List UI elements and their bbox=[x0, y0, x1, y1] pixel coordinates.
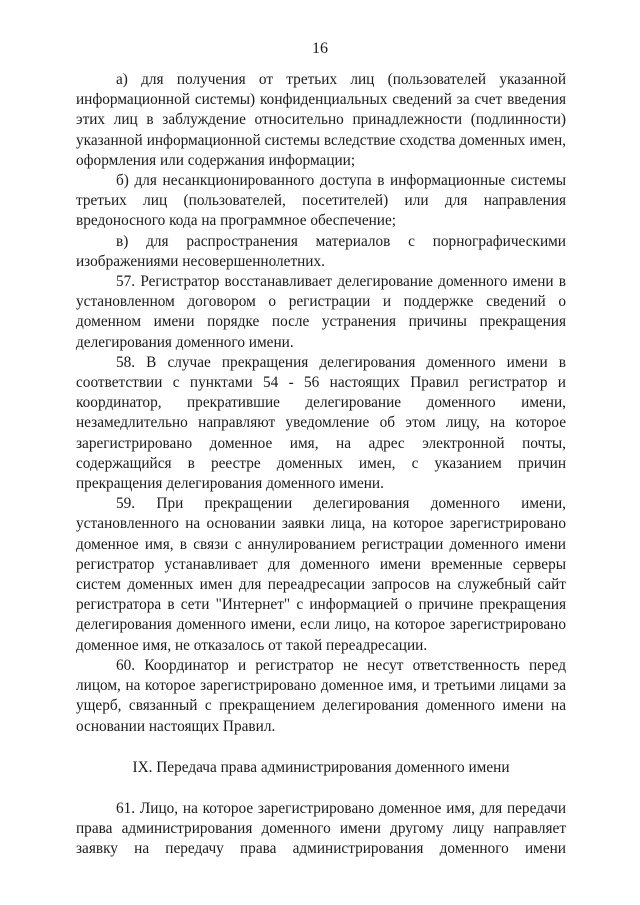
paragraph-57: 57. Регистратор восстанавливает делегирование доменного имени в установленном договором о регистрации и поддержке сведений о доменном имени порядке после устранения причины прекращения делегирования доменного имени. bbox=[76, 273, 566, 351]
page-body bbox=[76, 70, 566, 860]
paragraph-61: 61. Лицо, на которое зарегистрировано доменное имя, для передачи права администрирования доменного имени другому лицу направляет заявку на передачу права администрирования доменного имени bbox=[76, 799, 566, 858]
paragraph-c: в) для распространения материалов с порнографическими изображениями несовершеннолетних. bbox=[76, 232, 566, 270]
paragraph-58: 58. В случае прекращения делегирования доменного имени в соответствии с пунктами 54 - 56 настоящих Правил регистратор и координатор, прекратившие делегирование доменного имени, незамедлительно направляют уведомление об этом лицу, на которое зарегистрировано доменное имя, на адрес электронной почты, содержащийся в реестре доменных имен, с указанием причин прекращения делегирования доменного имени. bbox=[76, 353, 566, 493]
paragraph-a: а) для получения от третьих лиц (пользователей указанной информационной системы) конфиденциальных сведений за счет введения этих лиц в заблуждение относительно принадлежности (подлинности) указанной информационной системы вследствие сходства доменных имен, оформления или содержания информации; bbox=[76, 71, 566, 169]
paragraph-b: б) для несанкционированного доступа в информационные системы третьих лиц (пользователей, посетителей) или для направления вредоносного кода на программное обеспечение; bbox=[76, 172, 566, 230]
page-number: 16 bbox=[312, 40, 328, 57]
section-heading: IX. Передача права администрирования доменного имени bbox=[132, 758, 510, 776]
paragraph-59: 59. При прекращении делегирования доменного имени, установленного на основании заявки лица, на которое зарегистрировано доменное имя, в связи с аннулированием регистрации доменного имени регистратор устанавливает для доменного имени временные серверы систем доменных имен для переадресации запросов на служебный сайт регистратора в сети "Интернет" с информацией о причине прекращения делегирования доменного имени, если лицо, на которое зарегистрировано доменное имя, не отказалось от такой переадресации. bbox=[76, 495, 566, 654]
paragraph-60: 60. Координатор и регистратор не несут ответственность перед лицом, на которое зарегистрировано доменное имя, и третьими лицами за ущерб, связанный с прекращением делегирования доменного имени на основании настоящих Правил. bbox=[76, 656, 566, 735]
